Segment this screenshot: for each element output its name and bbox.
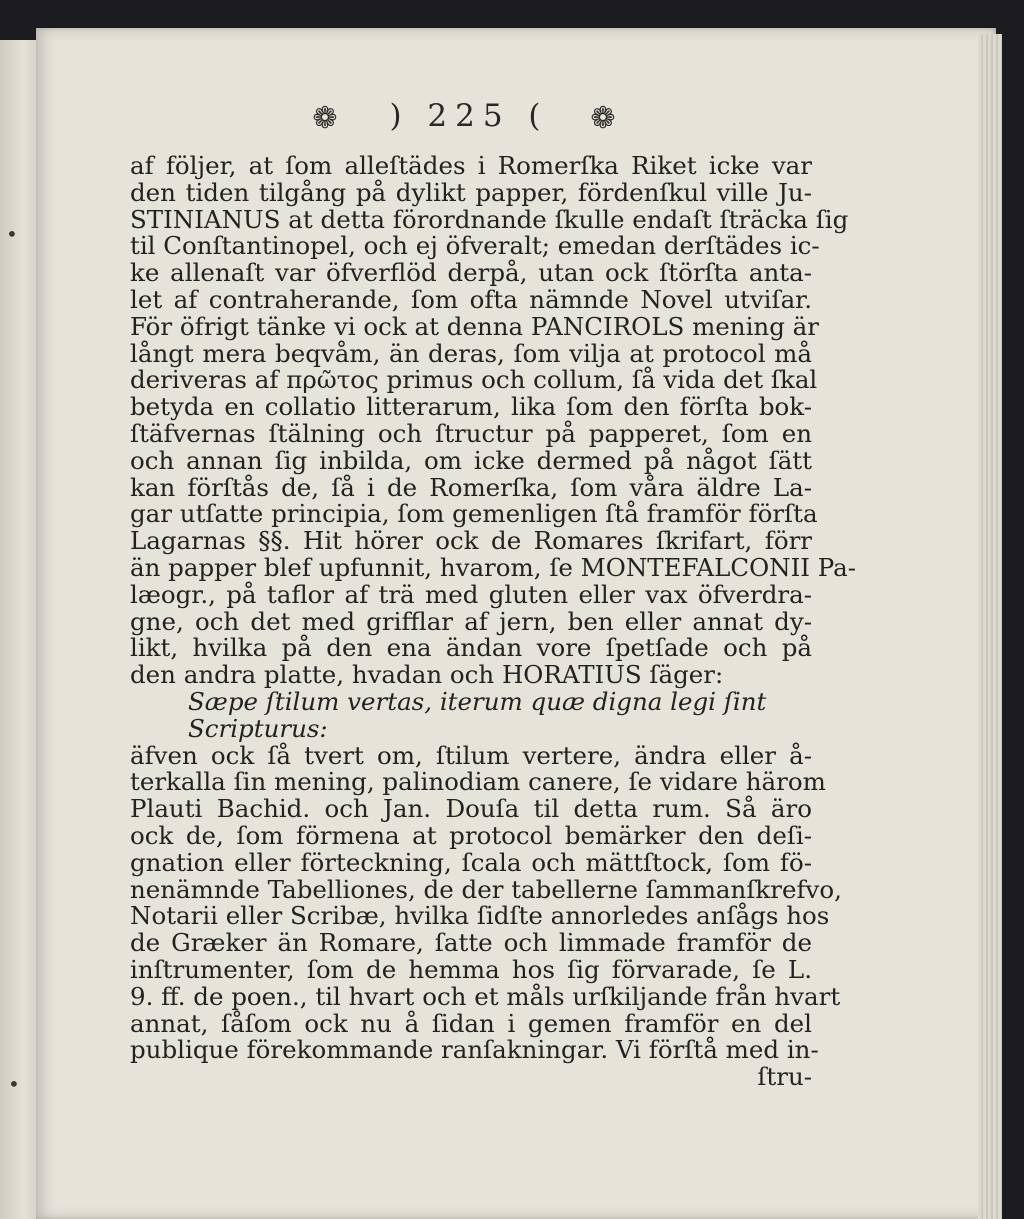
ink-fleck: •	[8, 1072, 20, 1096]
page-header	[300, 98, 630, 148]
text-line: læogr., på taflor af trä med gluten eller vax öfverdra-	[130, 579, 812, 609]
text-line: kan förſtås de, ſå i de Romerſka, ſom våra äldre La-	[130, 472, 812, 502]
text-line: och annan ſig inbilda, om icke dermed på något ſätt	[130, 445, 812, 475]
text-line: terkalla ſin mening, palinodiam canere, ſe vidare härom	[130, 767, 826, 797]
floral-ornament-icon: ❁	[590, 101, 616, 136]
text-line: til Conſtantinopel, och ej öfveralt; emedan derſtädes ic-	[130, 231, 820, 261]
page-stack-edge	[978, 34, 1002, 1219]
text-line: den andra platte, hvadan och HORATIUS ſäger:	[130, 660, 724, 690]
text-line: STINIANUS at detta förordnande ſkulle endaſt ſträcka ſig	[130, 204, 849, 234]
text-line: betyda en collatio litterarum, lika ſom den förſta bok-	[130, 392, 812, 422]
text-line: den tiden tilgång på dylikt papper, fördenſkul ville Ju-	[130, 177, 812, 207]
ink-fleck: •	[6, 222, 18, 246]
text-line: af följer, at ſom alleſtädes i Romerſka Riket icke var	[130, 151, 812, 180]
text-line: ſtäfvernas ſtälning och ſtructur på papperet, ſom en	[130, 418, 812, 448]
text-line: långt mera beqvåm, än deras, ſom vilja at protocol må	[130, 338, 812, 368]
text-line: annat, ſåſom ock nu å ſidan i gemen framför en del	[130, 1008, 812, 1038]
text-line: inſtrumenter, ſom de hemma hos ſig förvarade, ſe L.	[130, 954, 812, 984]
text-line: För öfrigt tänke vi ock at denna PANCIROLS mening är	[130, 311, 819, 341]
text-line: likt, hvilka på den ena ändan vore ſpetſade och på	[130, 633, 812, 663]
text-line: Lagarnas §§. Hit hörer ock de Romares ſkrifart, förr	[130, 526, 812, 556]
floral-ornament-icon: ❁	[312, 101, 338, 136]
catchword: ſtru-	[757, 1062, 812, 1092]
facing-page-edge	[0, 40, 40, 1219]
page-number: ) 225 (	[389, 98, 549, 134]
text-line: deriveras af πρῶτος primus och collum, ſå vida det ſkal	[130, 365, 818, 395]
text-line: let af contraherande, ſom ofta nämnde Novel utviſar.	[130, 284, 812, 314]
text-line: gne, och det med grifflar af jern, ben eller annat dy-	[130, 606, 812, 636]
text-line: gnation eller förteckning, ſcala och mättſtock, ſom fö-	[130, 847, 812, 877]
text-line: ke allenaſt var öfverflöd derpå, utan ock ſtörſta anta-	[130, 258, 812, 288]
text-line: än papper blef upfunnit, hvarom, ſe MONTEFALCONII Pa-	[130, 552, 857, 582]
text-line: gar utſatte principia, ſom gemenligen ſtå framför förſta	[130, 499, 818, 529]
body-text	[130, 151, 857, 1092]
quote-line: Sæpe ſtilum vertas, iterum quæ digna legi ſint	[188, 686, 767, 716]
text-line: publique förekommande ranſakningar. Vi förſtå med in-	[130, 1035, 819, 1065]
text-line: äfven ock ſå tvert om, ſtilum vertere, ändra eller å-	[130, 740, 812, 770]
text-line: ock de, ſom förmena at protocol bemärker den deſi-	[130, 820, 812, 850]
text-line: Plauti Bachid. och Jan. Douſa til detta rum. Så äro	[130, 794, 812, 824]
text-line: 9. ff. de poen., til hvart och et måls urſkiljande från hvart	[130, 981, 841, 1011]
quote-line: Scripturus:	[188, 713, 328, 743]
text-line: de Græker än Romare, ſatte och limmade framför de	[130, 928, 812, 958]
text-line: nenämnde Tabelliones, de der tabellerne ſammanſkrefvo,	[130, 874, 842, 904]
text-line: Notarii eller Scribæ, hvilka ſidſte annorledes anſågs hos	[130, 901, 830, 931]
